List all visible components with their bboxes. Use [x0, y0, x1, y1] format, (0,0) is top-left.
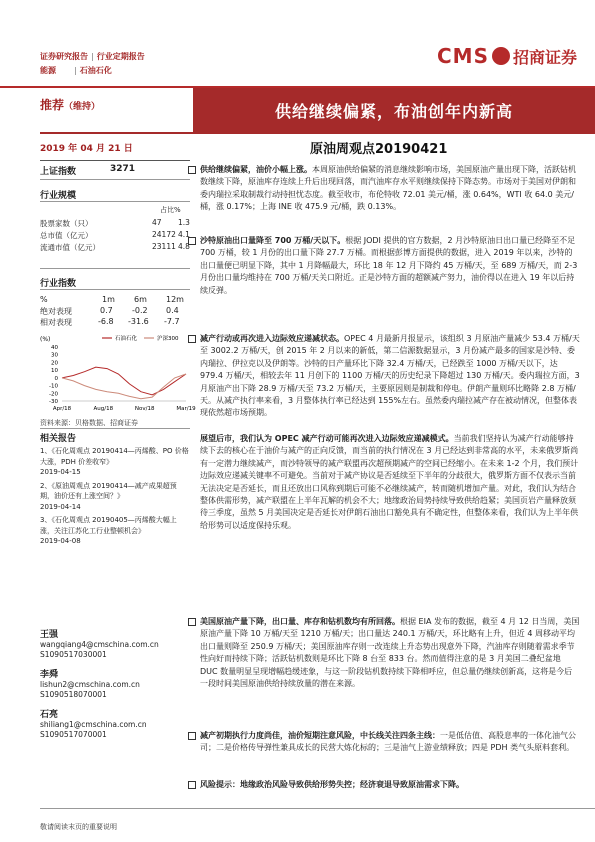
- title-rule: [40, 132, 595, 134]
- analyst: 王强 wangqiang4@cmschina.com.cn S1090517030001: [40, 630, 190, 660]
- paragraph: 减产行动或再次进入边际效应递减状态。OPEC 4 月最新月报显示，该组织 3 月原油产量减少 53.4 万桶/天至 3002.2 万桶/天，创 2015 年 2 月以来的新低，第二信源数据显示，3 月份减产最多的国家是沙特、委内瑞拉、伊拉克以及伊朗等。沙特的日产量环比下降 32.4 万桶/天，已经跌至 1000 万桶/天以下，达 979.4 万桶/天，相较去年 11 月创下的 1100 万桶/天的历史纪录下降超过 130 万桶/天。委内瑞拉方面，3 月原油产出下降 28.9 万桶/天至 73.2 万桶/天，主要原因则是制裁和停电。伊朗产量则环比略降 2.8 万桶/天。从减产执行率来看，3 月整体执行率已经达到 155%左右。虽然委内瑞拉减产存在被动情况，但整体表现依然超市场预期。: [200, 333, 580, 420]
- y-tick-label: 0: [54, 375, 58, 382]
- y-tick-label: 30: [51, 352, 58, 359]
- report-category: 证券研究报告 | 行业定期报告 能源 | 石油石化: [40, 52, 145, 75]
- logo-emblem-icon: [492, 47, 510, 65]
- report-item[interactable]: 3、《石化周观点 20190405—丙烯酸大幅上涨，关注江苏化工行业整顿机会》 2019-04-08: [40, 516, 177, 545]
- paragraph: 供给继续偏紧，油价小幅上涨。本周原油供给偏紧的消息继续影响市场，美国原油产量出现下降，活跃钻机数继续下降，原油库存连续上升后出现回落，而汽油库存水平则继续保持下降态势。市场对于美国对伊朗和委内瑞拉采取制裁行动持担忧态度。截至收市，布伦特收 72.01 美元/桶，涨 0.64%，WTI 收 64.0 美元/桶，涨 0.17%；上海 INE 收 475.9 元/桶，跌 0.13%。: [200, 164, 580, 214]
- y-tick-label: 40: [51, 345, 58, 351]
- analyst: 石亮 shiliang1@cmschina.com.cn S1090517070001: [40, 710, 190, 740]
- bullet-icon: [188, 335, 196, 343]
- y-tick-label: 10: [51, 368, 58, 375]
- legend-2: 沪深300: [157, 336, 179, 342]
- divider: [40, 289, 190, 290]
- y-tick-label: -30: [49, 399, 58, 405]
- bullet-icon: [188, 237, 196, 245]
- x-tick-label: Nov/18: [134, 406, 155, 412]
- index-chart: [40, 333, 196, 413]
- divider: [40, 268, 190, 269]
- divider: [40, 179, 190, 180]
- paragraph: 沙特原油出口量降至 700 万桶/天以下。根据 JODI 提供的官方数据，2 月沙特原油日出口量已经降至不足 700 万桶，较 1 月份的出口量下降 27.7 万桶。而根据彭博方面提供的数据，进入 2019 年以来，沙特的出口量便已明显下降，其中 1 月降幅最大，环比 18 年 12 月下降约 45 万桶/天，至 689 万桶/天，而 2-3 月份出口量均维持在 700 万桶/天关口附近。正是沙特方面的超额减产努力，油价得以在进入 19 年以后持续反弹。: [200, 235, 580, 297]
- report-title: 供给继续偏紧，布油创年内新高: [193, 88, 595, 132]
- index-value: 3271: [110, 164, 136, 174]
- divider: [40, 428, 190, 429]
- analyst: 李舜 lishun2@cmschina.com.cn S1090518070001: [40, 670, 190, 700]
- footer-note: 敬请阅读末页的重要说明: [40, 823, 117, 831]
- related-reports: [40, 446, 190, 550]
- rating: 推荐（维持）: [40, 98, 101, 112]
- x-tick-label: Aug/18: [93, 406, 114, 412]
- report-date: 2019 年 04 月 21 日: [40, 144, 133, 154]
- reports-heading: 相关报告: [40, 434, 77, 444]
- scale-col-header: 占比%: [160, 206, 181, 214]
- brand-logo: CMS 招商证券: [437, 44, 577, 68]
- series-line-1: [62, 367, 186, 395]
- paragraph: 展望后市，我们认为 OPEC 减产行动可能再次进入边际效应递减模式。当前我们坚持认为减产行动能够持续下去的核心在于油价与减产的正向反馈，而当前的执行情况在 3 月已经达到非常高的水平，未来俄罗斯尚有一定潜力继续减产，而沙特领导的减产联盟再次超预期减产的空间已经缩小。在未来 1-2 个月，我们预计边际效应递减关键率不可避免。当前对于减产协议是否延续至下半年的分歧很大，俄罗斯方面不仅表示当前无法决定是否延长，而且还放出口风称到期后可能不必继续减产，转而随机增加产量。对此，我们认为结合整体供需形势，减产联盟在上半年瓦解的机会不大；地缘政治局势持续导致供给趋紧；美国页岩产量释放须待三季度，虽然 5 月美国决定是否延长对伊朗石油出口豁免具有不确定性，但整体来看，我们认为上半年供给形势可以适度保持乐观。: [200, 434, 579, 530]
- perf-heading: 行业指数: [40, 279, 77, 289]
- scale-heading: 行业规模: [40, 191, 77, 201]
- divider: [40, 160, 190, 161]
- scale-table: 股票家数（只） 47 1.3 总市值（亿元） 24172 4.1 流通市值（亿元） 23111 4.8: [40, 218, 190, 252]
- divider: [40, 201, 190, 202]
- chart-unit: (%): [40, 336, 51, 343]
- bullet-icon: [188, 732, 196, 740]
- paragraph: 美国原油产量下降，出口量、库存和钻机数均有所回落。根据 EIA 发布的数据，截至 4 月 12 日当周，美国原油产量下降 10 万桶/天至 1210 万桶/天；出口量达 240.1 万桶/天，环比略有上升，但近 4 周移动平均出口量则降至 250.9 万桶/天；美国原油库存则一改连续上升态势出现意外下降，汽油库存则随着需求季节性向好而持续下降；活跃钻机数则是环比下降 8 台至 833 台。然而值得注意的是 3 月美国二叠纪盆地 DUC 数量明显呈现增幅趋缓迹象，与这一阶段钻机数持续下降相呼应，但总量仍继续创新高，这将是今后一段时间美国原油供给持续放量的潜在来源。: [200, 616, 580, 690]
- chart-source: 资料来源：贝格数据、招商证券: [40, 419, 138, 427]
- legend-1: 石油石化: [115, 336, 138, 342]
- analyst-email[interactable]: wangqiang4@cmschina.com.cn: [40, 640, 159, 649]
- bullet-icon: [188, 618, 196, 626]
- paragraph: 风险提示：地缘政治风险导致供给形势失控；经济衰退导致原油需求下降。: [200, 779, 580, 791]
- bullet-icon: [188, 781, 196, 789]
- analyst-email[interactable]: lishun2@cmschina.com.cn: [40, 680, 140, 689]
- index-label: 上证指数: [40, 167, 77, 177]
- report-subtitle: 原油周观点20190421: [310, 142, 448, 157]
- y-tick-label: -20: [49, 391, 58, 398]
- x-tick-label: Mar/19: [176, 406, 196, 412]
- analyst-email[interactable]: shiliang1@cmschina.com.cn: [40, 720, 147, 729]
- x-tick-label: Apr/18: [52, 406, 72, 412]
- paragraph: 减产初期执行力度尚佳，油价短期注意风险，中长线关注四条主线：一是低估值、高股息率的一体化油气公司；二是价格传导弹性兼具成长的民营大炼化标的；三是油气上游业绩释放；四是 PDH 类气头原料套利。: [200, 730, 580, 755]
- perf-table: % 1m 6m 12m 绝对表现 0.7 -0.2 0.4 相对表现 -6.8 -31.6 -7.7: [40, 295, 184, 327]
- bullet-icon: [188, 166, 196, 174]
- y-tick-label: 20: [51, 360, 58, 367]
- report-item[interactable]: 1、《石化周观点 20190414—丙烯酸、PO 价格大涨，PDH 价差收窄》 2019-04-15: [40, 447, 189, 476]
- y-tick-label: -10: [49, 383, 58, 390]
- report-item[interactable]: 2、《原油周观点 20190414—减产成果超预期，油价还有上涨空间？》 2019-04-14: [40, 481, 177, 511]
- footer-rule: [40, 808, 595, 809]
